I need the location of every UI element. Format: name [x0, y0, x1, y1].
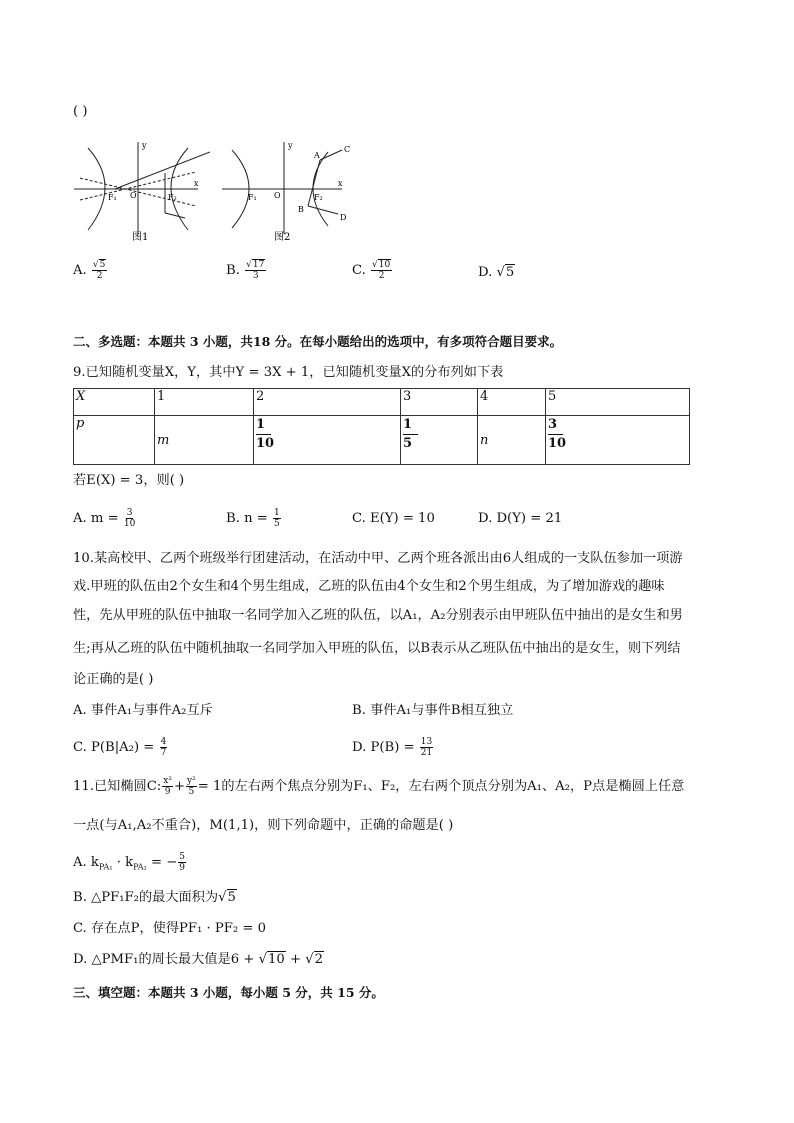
- q9-cell: [546, 416, 690, 465]
- q9-cell: [254, 416, 401, 465]
- fig2-label-f1: F₁: [248, 193, 257, 202]
- q11-option-b-rad: 5: [227, 890, 236, 905]
- fig2-label-o: O: [274, 191, 281, 200]
- q11-option-d-plus: +: [285, 952, 306, 967]
- section-3-title: 三、填空题：本题共 3 小题，每小题 5 分，共 15 分。: [73, 985, 384, 1000]
- fig2-label-d: D: [340, 213, 347, 222]
- q9-stem: 9.已知随机变量X，Y，其中Y = 3X + 1，已知随机变量X的分布列如下表: [73, 365, 504, 380]
- q10-option-c-num: 4: [160, 737, 167, 747]
- q8-option-c-num: 10: [378, 260, 391, 270]
- q11-option-a-eq: = −: [146, 855, 178, 870]
- q9-cell: 1: [155, 389, 254, 416]
- fig2-label-y: y: [288, 141, 293, 150]
- q9-cell: m: [155, 416, 254, 465]
- figure-1: [70, 138, 210, 248]
- fig1-label-x: x: [194, 179, 199, 188]
- q8-option-b-label: B.: [226, 263, 240, 278]
- q9-option-b-label: B. n =: [226, 511, 268, 526]
- fig2-ray-d: [308, 206, 338, 214]
- q9-frac-den: 10: [548, 436, 567, 451]
- q8-option-a-den: 2: [96, 271, 103, 281]
- q11-option-a-sub1: PA₁: [98, 862, 113, 872]
- q9-option-c[interactable]: C. E(Y) = 10: [352, 511, 435, 526]
- q8-option-d[interactable]: D. √5: [478, 265, 515, 280]
- q11-option-d-rad1: 10: [267, 952, 285, 967]
- q9-option-a-den: 10: [123, 519, 136, 529]
- q9-option-b[interactable]: [226, 508, 282, 529]
- fig2-caption: 图2: [274, 232, 291, 243]
- q9-option-a-label: A. m =: [73, 511, 119, 526]
- fig2-label-b: B: [298, 205, 304, 214]
- section-2-title: 二、多选题：本题共 3 小题，共18 分。在每小题给出的选项中，有多项符合题目要求。: [73, 334, 563, 349]
- fig1-label-o: O: [130, 191, 137, 200]
- q11-option-a-den: 9: [179, 863, 185, 873]
- q8-option-b[interactable]: B. $\frac{√17}{3}$: [226, 260, 265, 281]
- q11-fy-num: y²: [187, 776, 196, 786]
- q9-option-a[interactable]: [73, 508, 136, 529]
- q8-option-d-label: D.: [478, 265, 493, 280]
- fig2-label-f2: F₂: [314, 193, 323, 202]
- q11-fx-den: 9: [164, 787, 171, 797]
- q11-stem-line-2: 一点(与A₁,A₂不重合)，M(1,1)，则下列命题中，正确的命题是( ): [73, 818, 454, 833]
- q10-option-c[interactable]: [73, 737, 168, 758]
- fig1-label-y: y: [142, 141, 147, 150]
- fig1-label-f2: F₂: [168, 193, 177, 202]
- q11-option-a-sub2: PA₂: [133, 862, 147, 872]
- q11-option-a-label: A. k: [73, 855, 99, 870]
- q9-frac-den: 5: [403, 436, 413, 451]
- q9-cell: 2: [254, 389, 401, 416]
- q11-option-a-dot: · k: [112, 855, 134, 870]
- q8-option-d-rad: 5: [505, 265, 515, 280]
- q8-option-a[interactable]: A. $\frac{√5}{2}$: [73, 260, 106, 281]
- q11-fy-den: 5: [188, 787, 195, 797]
- q10-option-a[interactable]: A. 事件A₁与事件A₂互斥: [73, 703, 213, 718]
- q8-option-c-label: C.: [352, 263, 366, 278]
- fig2-label-c: C: [344, 145, 351, 154]
- fig2-ray-c: [320, 150, 342, 160]
- q11-option-c[interactable]: C. 存在点P，使得PF₁ · PF₂ = 0: [73, 921, 267, 936]
- q11-option-a[interactable]: [73, 852, 187, 877]
- q10-option-c-label: C. P(B|A₂) =: [73, 740, 155, 755]
- q9-cell: 4: [478, 389, 546, 416]
- q11-option-b[interactable]: B. △PF₁F₂的最大面积为√5: [73, 890, 236, 905]
- fig1-label-f1: F₁: [108, 193, 117, 202]
- q10-option-d[interactable]: [352, 737, 434, 758]
- q11-option-d[interactable]: D. △PMF₁的周长最大值是6 + √10 + √2: [73, 952, 323, 967]
- q9-cell: p: [74, 416, 155, 465]
- q9-table-row-p: [74, 416, 690, 465]
- q10-option-b[interactable]: B. 事件A₁与事件B相互独立: [352, 703, 514, 718]
- q8-option-c[interactable]: C. $\frac{√10}{2}$: [352, 260, 391, 281]
- q11-plus: +: [173, 779, 186, 794]
- q8-option-b-num: 17: [252, 260, 265, 270]
- q11-option-a-num: 5: [179, 852, 185, 862]
- q11-option-d-pre: D. △PMF₁的周长最大值是6 +: [73, 952, 259, 967]
- q8-option-c-den: 2: [378, 271, 385, 281]
- q9-table-row-x: [74, 389, 690, 416]
- q9-option-d[interactable]: D. D(Y) = 21: [478, 511, 563, 526]
- q8-option-a-label: A.: [73, 263, 87, 278]
- q11-fx-num: x²: [163, 776, 172, 786]
- q10-option-c-den: 7: [160, 748, 167, 758]
- q9-option-b-num: 1: [274, 508, 280, 518]
- q9-distribution-table: [73, 388, 690, 465]
- q9-option-a-num: 3: [126, 508, 133, 518]
- q8-answer-paren: ( ): [73, 104, 88, 119]
- q11-option-b-pre: B. △PF₁F₂的最大面积为: [73, 890, 219, 905]
- q9-cell: [401, 416, 478, 465]
- q10-option-d-label: D. P(B) =: [352, 740, 415, 755]
- q9-cell: 5: [546, 389, 690, 416]
- q9-frac-num: 1: [403, 416, 418, 435]
- q9-frac-num: 3: [548, 416, 563, 435]
- q11-stem-line-1: [73, 776, 684, 797]
- q9-cell: n: [478, 416, 546, 465]
- q10-line-1: 10.某高校甲、乙两个班级举行团建活动，在活动中甲、乙两个班各派出由6人组成的一支队伍参加一项游: [73, 551, 683, 566]
- fig2-label-x: x: [338, 179, 343, 188]
- q9-cell: 3: [401, 389, 478, 416]
- fig1-ray-3: [165, 213, 185, 218]
- q10-option-d-den: 21: [420, 748, 433, 758]
- q9-option-b-den: 5: [274, 519, 280, 529]
- fig1-caption: 图1: [132, 232, 149, 243]
- q10-line-2: 戏.甲班的队伍由2个女生和4个男生组成，乙班的队伍由4个女生和2个男生组成，为了增加游戏的趣味: [73, 579, 665, 594]
- q9-cell: X: [74, 389, 155, 416]
- figure-2: [218, 138, 358, 248]
- q10-option-d-num: 13: [420, 737, 433, 747]
- q10-line-4: 生;再从乙班的队伍中随机抽取一名同学加入甲班的队伍，以B表示从乙班队伍中抽出的是女生，则下列结: [73, 641, 681, 656]
- q11-option-d-rad2: 2: [314, 952, 323, 967]
- q9-frac-den: 10: [256, 436, 275, 451]
- q9-frac-num: 1: [256, 416, 271, 435]
- q11-stem-post: = 1的左右两个焦点分别为F₁、F₂，左右两个顶点分别为A₁、A₂，P点是椭圆上任意: [197, 779, 685, 794]
- q11-stem-pre: 11.已知椭圆C:: [73, 779, 162, 794]
- q10-line-5: 论正确的是( ): [73, 672, 154, 687]
- fig2-label-a: A: [314, 151, 320, 160]
- q10-line-3: 性，先从甲班的队伍中抽取一名同学加入乙班的队伍，以A₁，A₂分别表示由甲班队伍中抽出的是女生和男: [73, 608, 683, 623]
- q9-condition: 若E(X) = 3，则( ): [73, 473, 185, 488]
- q8-option-a-num: 5: [99, 260, 106, 270]
- q8-option-b-den: 3: [252, 271, 259, 281]
